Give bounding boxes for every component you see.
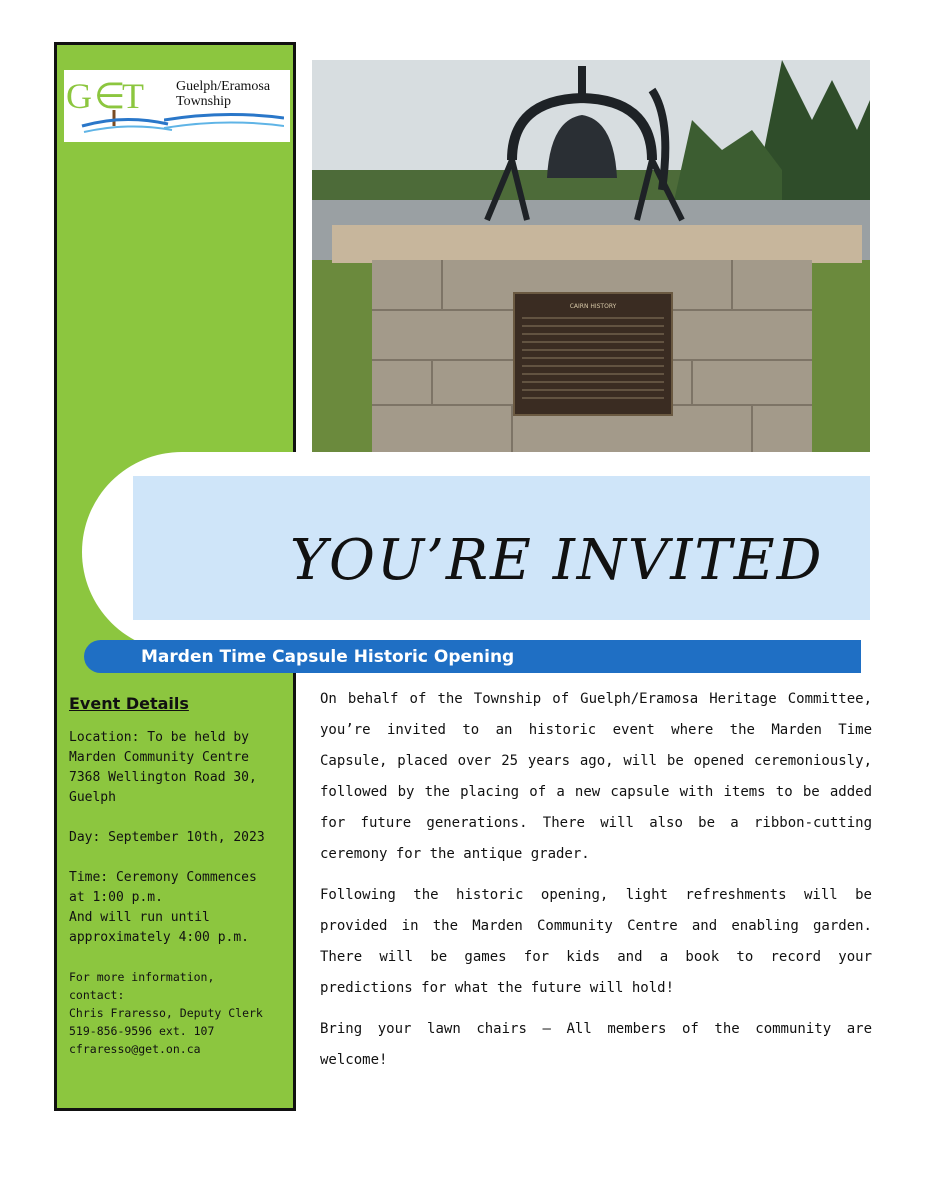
township-logo (64, 70, 290, 142)
location-line: Location: To be held by (69, 730, 250, 745)
location-line: Guelph (69, 790, 116, 805)
time-line: approximately 4:00 p.m. (69, 930, 250, 945)
contact-phone: 519-856-9596 ext. 107 (69, 1024, 215, 1038)
location-line: Marden Community Centre (69, 750, 250, 765)
invitation-body (320, 684, 872, 1086)
event-day: Day: September 10th, 2023 (69, 830, 265, 845)
logo-name-line2: Township (176, 94, 232, 109)
water-swoosh-icon (164, 108, 284, 138)
logo-name-line1: Guelph/Eramosa (176, 79, 271, 94)
location-line: 7368 Wellington Road 30, (69, 770, 257, 785)
contact-line: For more information, (69, 970, 215, 984)
time-block (69, 868, 289, 948)
location-block (69, 728, 289, 808)
contact-block (69, 968, 289, 1058)
body-paragraph: On behalf of the Township of Guelph/Eramosa Heritage Committee, you’re invited to an historic event where the Marden Time Capsule, placed over 25 years ago, will be opened ceremoniously, followed by the placing of a new capsule with items to be added for future generations. There will also be a ribbon-cutting ceremony for the antique grader. (320, 691, 872, 862)
contact-line: contact: (69, 988, 125, 1002)
event-name: Marden Time Capsule Historic Opening (141, 647, 515, 667)
contact-email: cfraresso@get.on.ca (69, 1042, 201, 1056)
get-logo-icon (64, 70, 174, 142)
event-banner (84, 640, 861, 673)
event-details (69, 694, 289, 1078)
contact-name: Chris Fraresso, Deputy Clerk (69, 1006, 263, 1020)
invitation-title: YOU’RE INVITED (290, 528, 824, 593)
cairn-bell-photo (312, 60, 870, 452)
time-line: And will run until (69, 910, 210, 925)
svg-text:T: T (122, 76, 144, 116)
event-details-heading: Event Details (69, 694, 189, 713)
svg-text:∈: ∈ (94, 76, 126, 116)
time-line: Time: Ceremony Commences (69, 870, 257, 885)
time-line: at 1:00 p.m. (69, 890, 163, 905)
body-paragraph: Bring your lawn chairs – All members of the community are welcome! (320, 1021, 872, 1068)
body-paragraph: Following the historic opening, light refreshments will be provided in the Marden Community Centre and enabling garden. There will be games for kids and a book to record your predictions for what the future will hold! (320, 887, 872, 996)
plaque-title: CAIRN HISTORY (569, 303, 617, 310)
svg-text:G: G (66, 76, 92, 116)
